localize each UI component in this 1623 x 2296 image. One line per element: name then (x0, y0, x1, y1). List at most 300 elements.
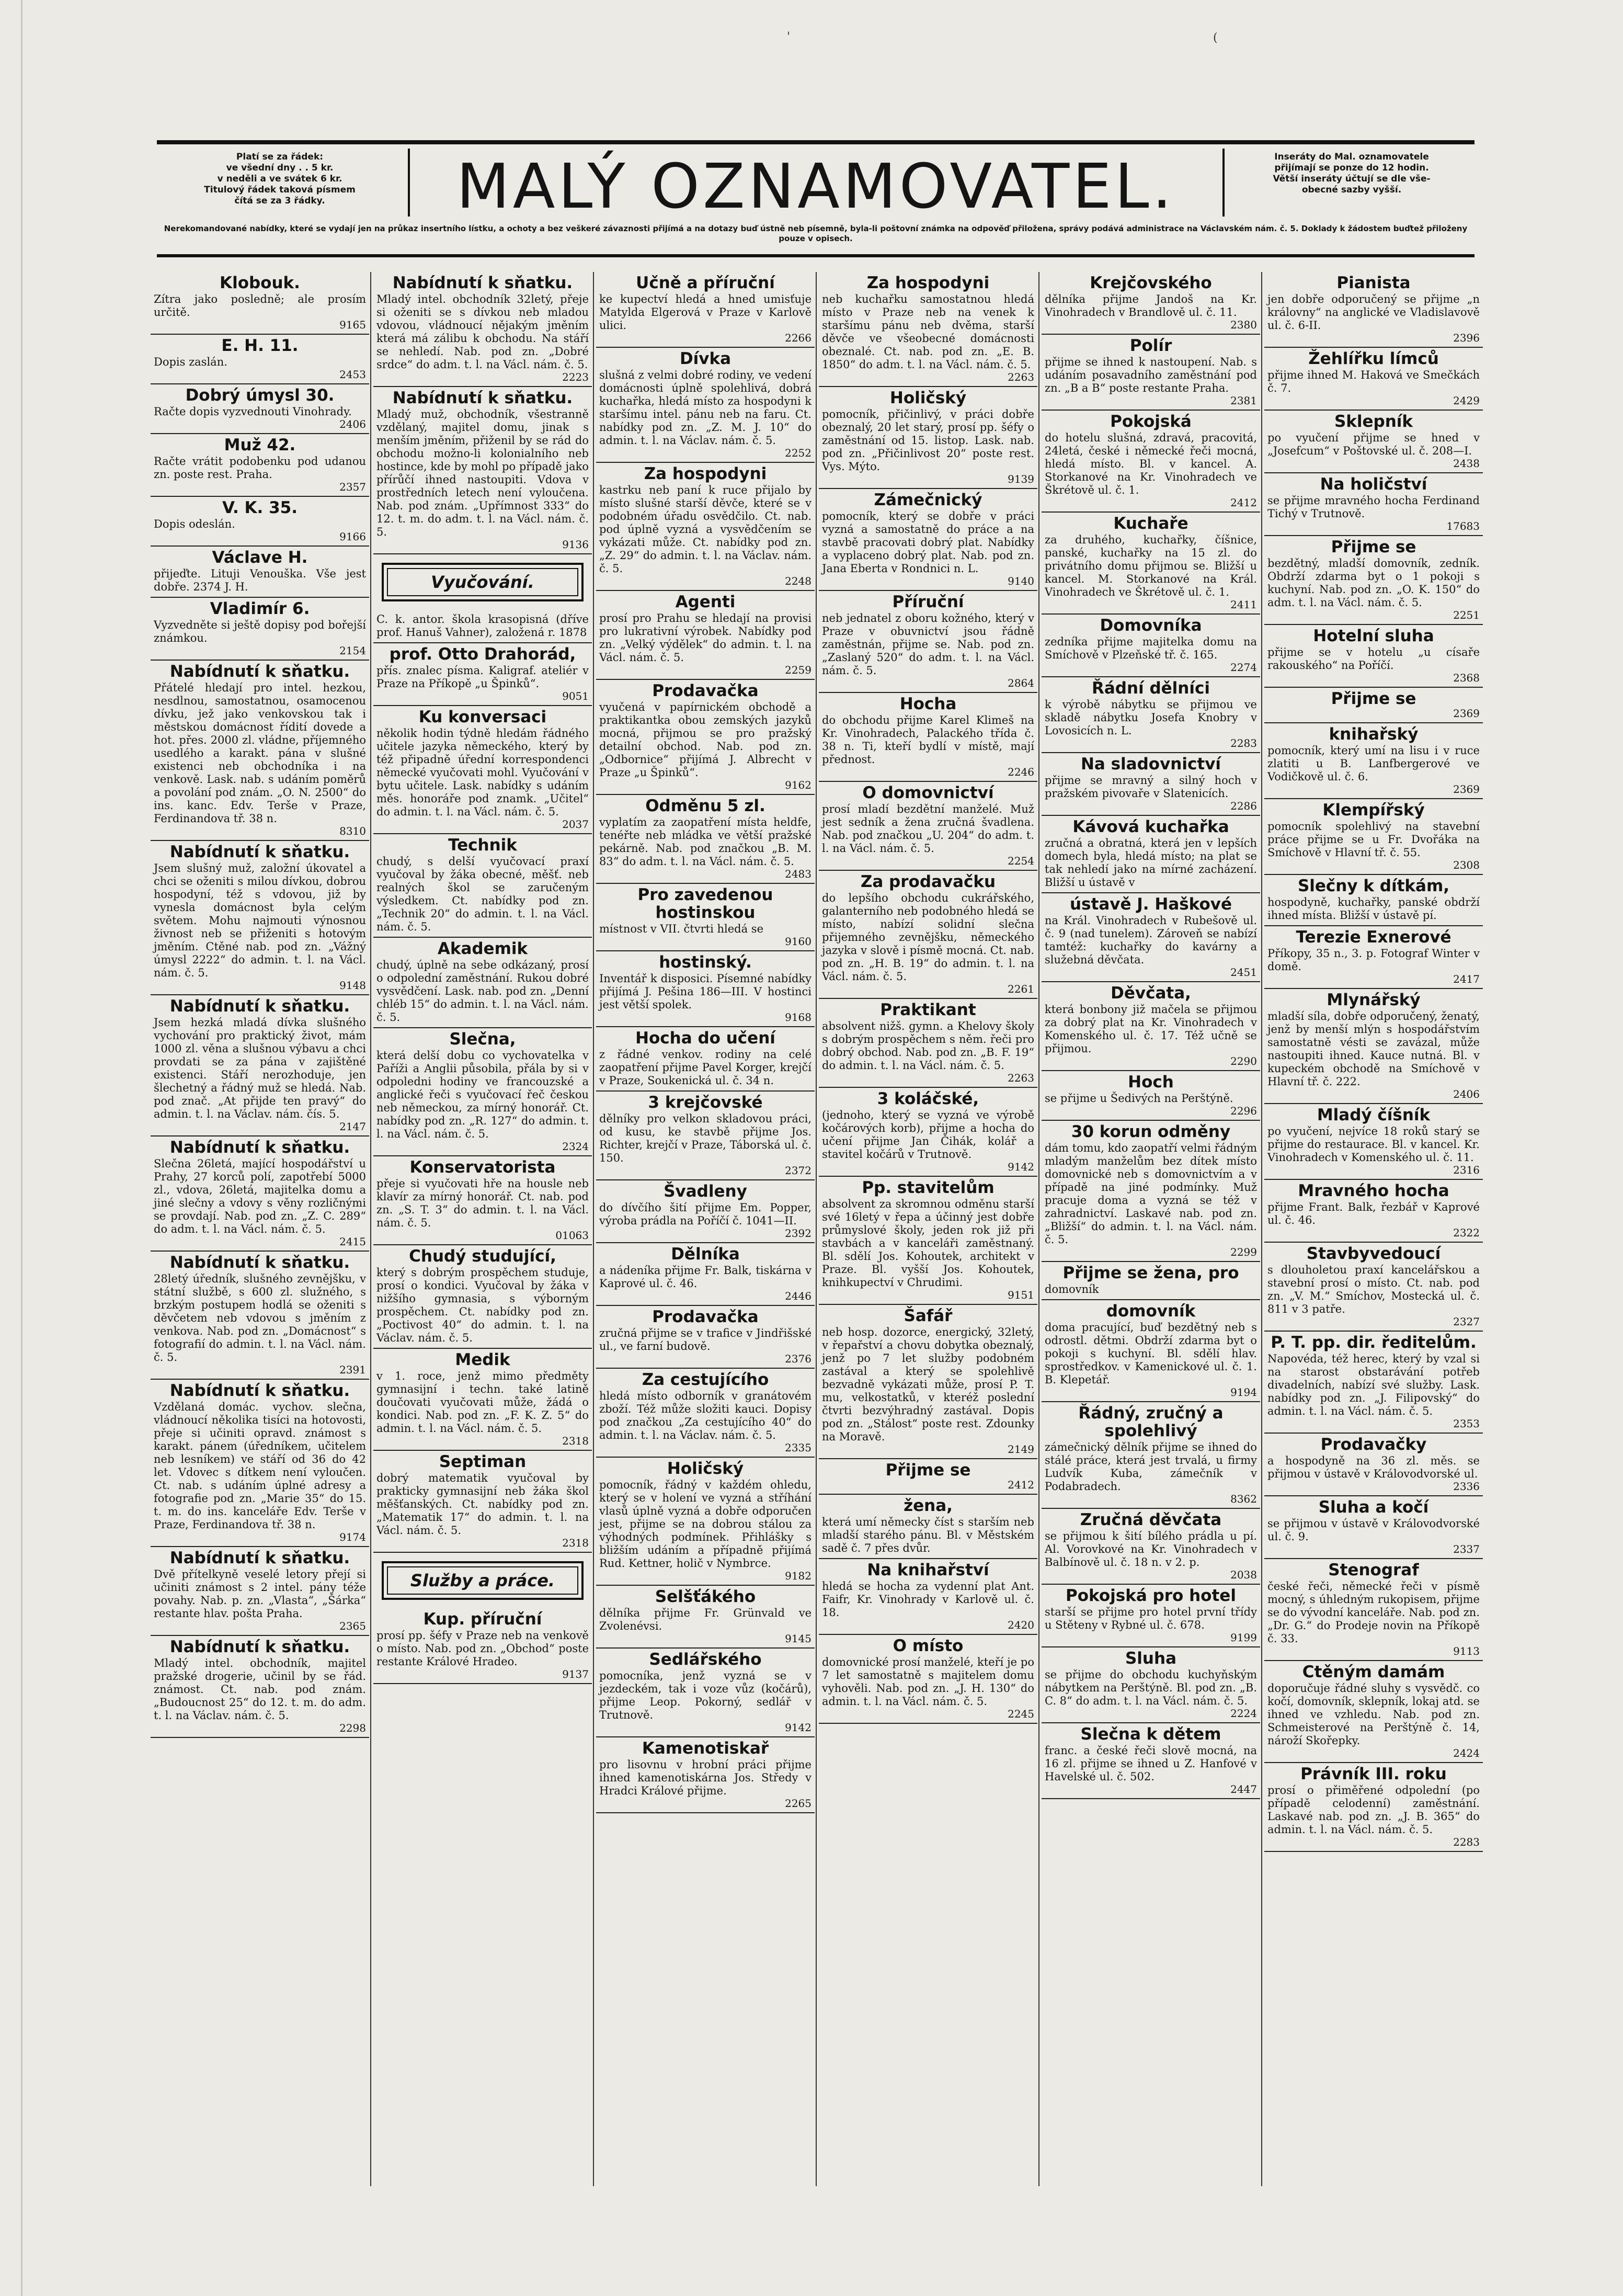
ad-heading: Hocha (899, 695, 957, 713)
ad-code: 2365 (339, 1620, 366, 1632)
ad-heading: Muž 42. (224, 436, 296, 454)
ad-code: 2263 (1008, 371, 1034, 383)
ad-heading: Hoch (1128, 1073, 1174, 1092)
classified-ad (819, 387, 1037, 489)
classified-ad (596, 463, 815, 591)
ad-code: 2266 (785, 332, 812, 344)
ad-text: franc. a české řeči slově mocná, na 16 zl. přijme se ihned u Z. Hanfové v Havelské ul. č. 502. (1045, 1744, 1257, 1783)
ad-heading: Nabídnutí k sňatku. (169, 1549, 350, 1567)
ad-heading: Přijme se (885, 1461, 971, 1480)
ad-text: prosí o přiměřené odpolední (po případě celodenní) zaměstnání. Laskavé nab. pod zn. „J. B. 365“ do admin. t. l. na Václ. nám. č. 5. (1267, 1784, 1480, 1836)
classified-ad (373, 706, 592, 834)
ad-text: pomocník, který umí na lisu i v ruce zlatiti u B. Lanfbergerové ve Vodičkově ul. č. 6. (1267, 744, 1480, 783)
classified-ad (373, 387, 592, 554)
ad-text: vyplatím za zaopatření místa heldfe, tenéřte neb mládka ve větší pražské pekárně. Nab. pod značkou „B. M. 83“ do adm. t. l. na Václ. nám. č. 5. (599, 816, 812, 868)
ad-code: 2357 (339, 481, 366, 493)
ad-code: 2263 (1008, 1072, 1034, 1084)
ad-text: která delší dobu co vychovatelka v Paříži a Anglii působila, přála by si v odpoledni hodiny ve francouzské a anglické řeči s vyučovací řeč českou neb německou, za mírný honorář. Ct. nabídky pod zn. „R. 127“ do admin. t. l. na Václ. nám. č. 5. (376, 1049, 589, 1140)
classified-ad (151, 384, 369, 434)
ad-text: chudý, s delší vyučovací praxí vyučoval by žáka obecné, měšť. neb realných škol se zaručeným výsledkem. Ct. nabídky pod zn. „Technik 20“ do admin. t. l. na Václ. nám. č. 5. (376, 855, 589, 933)
ad-code: 2337 (1453, 1543, 1480, 1555)
classified-ad (151, 598, 369, 661)
ad-heading: Příruční (892, 593, 964, 611)
ad-code: 2380 (1230, 319, 1257, 331)
ad-code: 2259 (785, 664, 812, 676)
classified-ad (1264, 1496, 1483, 1559)
ad-heading: Klempířský (1322, 801, 1425, 820)
ad-code: 2391 (339, 1363, 366, 1376)
ad-text: zručná přijme se v trafice v Jindřišské ul., ve farní budově. (599, 1327, 812, 1352)
ad-text: české řeči, německé řeči v písmě mocný, s úhledným rukopisem, přijme se do vývodní kanceláře. Nab. pod zn. „Dr. G.“ do Prodeje novin na Příkopě č. 33. (1267, 1580, 1480, 1645)
ad-text: zámečnický dělník přijme se ihned do stálé práce, která jest trvalá, u firmy Ludvík Kuba, zámečník v Podabradech. (1045, 1441, 1257, 1493)
ad-heading: Praktikant (880, 1001, 976, 1019)
classified-ad (1264, 1763, 1483, 1852)
ad-heading: Řádní dělníci (1091, 679, 1210, 698)
classified-ad (1264, 1104, 1483, 1180)
ad-text: se přijmou k šití bílého prádla u pí. Al. Vorovkové na Kr. Vinohradech v Balbínově ul. č. 18 n. v 2. p. (1045, 1530, 1257, 1568)
ad-text: Jsem hezká mladá dívka slušného vychování pro praktický život, mám 1000 zl. věna a slušnou výbavu a chci provdati se za pána v zajištěné existenci. Stáří nerozhoduje, jen šlechetný a řádný muž se hledá. Nab. pod znač. „At přijde ten pravý“ do admin. t. l. na Václav. nám. čís. 5. (154, 1016, 366, 1120)
ad-code: 9182 (785, 1570, 812, 1582)
ad-code: 9136 (562, 538, 589, 551)
ad-text: doporučuje řádné sluhy s vysvědč. co kočí, domovník, sklepník, lokaj atd. se ihned ve vzhledu. Nab. pod zn. Schmeisterové na Perštýně č. 14, nároží Skořepky. (1267, 1682, 1480, 1747)
classified-ad (151, 1547, 369, 1636)
classified-ad (596, 1243, 815, 1306)
ad-heading: Na holičství (1320, 475, 1427, 494)
ad-code: 2412 (1008, 1479, 1034, 1491)
ad-column (819, 272, 1037, 2186)
classified-ad (819, 272, 1037, 387)
ad-text: domovník (1045, 1283, 1099, 1295)
ad-heading: 3 krejčovské (648, 1093, 763, 1112)
ad-text: jen dobře odporučený se přijme „n královny“ na anglické ve Vladislavově ul. č. 6-II. (1267, 293, 1480, 332)
ad-text: mladší síla, dobře odporučený, ženatý, jenž by menší mlýn s hospodářstvím samostatně vésti se zavázal, může nastoupiti ihned. Kauce nutná. Bl. v kupeckém obchodě na Smíchově v Hlavní tř. č. 222. (1267, 1010, 1480, 1088)
classified-ad (1042, 1071, 1260, 1121)
ad-text: z řádné venkov. rodiny na celé zaopatření přijme Pavel Korger, krejčí v Praze, Soukenická ul. č. 34 n. (599, 1048, 812, 1087)
ad-heading: Děvčata, (1111, 984, 1191, 1003)
info-line: Větší inseráty účtují se dle vše- (1273, 174, 1431, 184)
classified-ad (596, 951, 815, 1027)
classified-ad (1264, 272, 1483, 348)
classified-ad (819, 591, 1037, 693)
ad-code: 2369 (1453, 707, 1480, 720)
ad-heading: Krejčovského (1090, 274, 1212, 292)
classified-ad (373, 834, 592, 938)
ad-code: 2274 (1230, 661, 1257, 674)
ad-heading: Mladý číšník (1317, 1106, 1431, 1124)
ad-heading: Klobouk. (220, 274, 300, 292)
ad-heading: Septiman (439, 1452, 527, 1471)
ad-heading: Prodavačka (652, 681, 759, 700)
section-heading: Služby a práce. (382, 1561, 584, 1600)
ad-heading: Hocha do učení (635, 1029, 775, 1048)
ad-heading: Šafář (904, 1306, 953, 1325)
classified-ad (596, 1458, 815, 1586)
ad-text: který s dobrým prospěchem studuje, prosí o kondici. Vyučoval by žáka v nižšího gymnasia, s výborným prospěchem. Ct. nabídky pod zn. „Poctivost 40“ do admin. t. l. na Václav. nám. č. 5. (376, 1266, 589, 1344)
classified-ad (151, 1380, 369, 1547)
ad-heading: Učně a příruční (636, 274, 775, 292)
ad-text: se přijme u Šedivých na Perštýně. (1045, 1092, 1233, 1105)
classified-ad (151, 547, 369, 598)
column-rule (370, 272, 371, 2186)
classified-ad (1264, 1559, 1483, 1661)
ad-heading: Mravného hocha (1298, 1181, 1449, 1200)
stray-mark: ( (1213, 31, 1218, 44)
ad-code: 2372 (785, 1164, 812, 1177)
classified-ad (1264, 926, 1483, 989)
classified-ad (596, 1306, 815, 1369)
ad-text: prosí mladí bezdětní manželé. Muž jest sedník a žena zručná švadlena. Nab. pod značkou „U. 204“ do adm. t. l. na Václ. nám. č. 5. (822, 803, 1034, 855)
ad-text: bezdětný, mladší domovník, zedník. Obdrží zdarma byt o 1 pokoji s kuchyní. Nab. pod zn. „O. K. 150“ do adm. t. l. na Václ. nám. č. 5. (1267, 557, 1480, 609)
classified-ad (1042, 1647, 1260, 1723)
classified-ad (1042, 1262, 1260, 1300)
ad-heading: Slečna k dětem (1080, 1725, 1221, 1744)
classified-ad (1264, 1243, 1483, 1332)
classified-ad (1042, 272, 1260, 335)
classified-ad (1264, 348, 1483, 411)
ad-code: 2447 (1230, 1783, 1257, 1795)
classified-ad (1042, 513, 1260, 615)
ad-code: 2392 (785, 1227, 812, 1240)
classified-ad (1264, 1332, 1483, 1434)
classified-ad (819, 693, 1037, 782)
ad-code: 2446 (785, 1290, 812, 1302)
ad-heading: Odměnu 5 zl. (645, 797, 765, 815)
ad-heading: Sedlářského (649, 1650, 762, 1669)
ad-code: 9194 (1230, 1386, 1257, 1399)
ad-text: a nádeníka přijme Fr. Balk, tiskárna v Kaprové ul. č. 46. (599, 1264, 812, 1290)
classified-ad (1042, 1585, 1260, 1647)
ad-text: pomocník spolehlivý na stavební práce přijme se u Fr. Dvořáka na Smíchově v Hlavní tř. č. 55. (1267, 820, 1480, 859)
ad-text: Vzdělaná domác. vychov. slečna, vládnoucí několika tisíci na hotovosti, přeje si učiniti opravd. známost s karakt. pánem (úředníkem, učitelem neb lesníkem) ve stáří od 36 do 42 let. Vdovec s dítkem není vyloučen. Ct. nab. s udáním úplné adresy a fotografie pod zn. „Marie 35“ do 15. t. m. do ins. kanceláře Edv. Terše v Praze, Ferdinandova tř. 38 n. (154, 1401, 366, 1531)
page-title: MALÝ OZNAMOVATEL. (456, 150, 1175, 222)
ad-heading: Václave H. (212, 548, 308, 567)
ad-code: 2406 (339, 418, 366, 430)
ad-text: ke kupectví hledá a hned umisťuje Matylda Elgerová v Praze v Karlově ulici. (599, 293, 812, 332)
ad-heading: 30 korun odměny (1071, 1122, 1231, 1141)
ad-text: Mladý intel. obchodník, majitel pražské drogerie, učinil by se řád. známost. Ct. nab. pod znám. „Budoucnost 25“ do 12. t. m. do adm. t. l. na Václav. nám. č. 5. (154, 1657, 366, 1722)
ad-heading: Ku konversaci (418, 708, 547, 726)
ad-code: 9145 (785, 1632, 812, 1645)
ad-text: zedníka přijme majitelka domu na Smíchově v Plzeňské tř. č. 165. (1045, 635, 1257, 661)
ad-code: 2308 (1453, 859, 1480, 871)
classified-ad (373, 643, 592, 706)
ad-text: prosí pro Prahu se hledají na provisi pro lukrativní výrobek. Nabídky pod zn. „Velký výdělek“ do admin. t. l. na Václ. nám. č. 5. (599, 612, 812, 664)
ad-text: přijme se ihned k nastoupení. Nab. s udáním posavadního zaměstnání pod zn. „B a B“ poste restante Praha. (1045, 356, 1257, 394)
ad-heading: Sklepník (1334, 412, 1413, 431)
classified-ad (373, 610, 592, 643)
ad-code: 9142 (785, 1721, 812, 1734)
classified-ad (373, 1028, 592, 1156)
ad-code: 9165 (339, 319, 366, 331)
pricing-line: v neděli a ve svátek 6 kr. (217, 174, 342, 184)
ad-text: za druhého, kuchařky, číšnice, panské, kuchařky na 15 zl. do privátního domu přijmou se. Bližší u kancel. M. Storkanové na Král. Vinohradech ve Škrétově ul. č. 1. (1045, 533, 1257, 598)
ad-code: 2283 (1453, 1836, 1480, 1848)
divider (1222, 149, 1225, 217)
ad-code: 2290 (1230, 1055, 1257, 1067)
ad-code: 2353 (1453, 1417, 1480, 1430)
ad-heading: Stavbyvedoucí (1306, 1244, 1441, 1263)
ad-code: 8362 (1230, 1493, 1257, 1505)
classified-ad (819, 782, 1037, 871)
ad-text: na Král. Vinohradech v Rubešově ul. č. 9 (nad tunelem). Zároveň se nabízí tamtéž: kuchařky do kavárny a služebná děvčata. (1045, 914, 1257, 966)
ad-heading: Nabídnutí k sňatku. (169, 1381, 350, 1400)
ad-heading: Nabídnutí k sňatku. (392, 274, 573, 292)
ad-text: dobrý matematik vyučoval by prakticky gymnasijní neb žáka škol měšťanských. Ct. nabídky pod zn. „Matematik 17“ do admin. t. l. na Václ. nám. č. 5. (376, 1472, 589, 1537)
ad-text: absolvent za skromnou odměnu starší své 16letý v řepa a účinný jest dobře průmyslové školy, jeden rok již při stavbách a v kanceláři zaměstnaný. Bl. sdělí Jos. Kohoutek, architekt v Praze. Bl. vyšší Jos. Kohoutek, knihkupectví v Chrudimi. (822, 1198, 1034, 1289)
ad-code: 9148 (339, 979, 366, 992)
ad-heading: Nabídnutí k sňatku. (169, 1253, 350, 1272)
ad-heading: Za cestujícího (642, 1370, 769, 1389)
ad-code: 2252 (785, 447, 812, 459)
info-line: přijímají se ponze do 12 hodin. (1274, 163, 1429, 173)
ad-text: pomocník, řádný v každém ohledu, který se v holení ve vyzná a stříhání vlasů úplně vyzná a dobře odporučen jest, přijme se na dobrou stálou za výhodných podmínek. Přihlášky s bližším udáním a případně přijímá Rud. Kettner, holič v Nymbrce. (599, 1479, 812, 1570)
ad-text: několik hodin týdně hledám řádného učitele jazyka německého, který by též připadně úřední korrespondenci německé vyučovati mohl. Vyučování v bytu učitele. Lask. nabídky s udáním měs. honoráře pod znamk. „Učitel“ do admin. t. l. na Václ. nám. č. 5. (376, 727, 589, 818)
ad-heading: Právník III. roku (1300, 1765, 1447, 1783)
info-line: obecné sazby vyšší. (1301, 185, 1402, 195)
ads-columns (151, 272, 1489, 2186)
classified-ad (596, 1092, 815, 1180)
classified-ad (373, 272, 592, 387)
ad-text: po vyučení, nejvíce 18 roků starý se přijme do restaurace. Bl. v kancel. Kr. Vinohradech v Komenského ul. č. 11. (1267, 1125, 1480, 1164)
column-rule (593, 272, 594, 2186)
ad-text: Dopis zaslán. (154, 356, 227, 368)
ad-text: po vyučení přijme se hned v „Josefcum“ v Poštovské ul. č. 208—I. (1267, 431, 1480, 457)
ad-text: Mladý muž, obchodník, všestranně vzdělaný, majitel domu, jinak s menším jměním, přiženil by se rád do obchodu možno-li kolonialního neb hostince, kde by mohl po případě jako přírůčí ihned nastoupiti. Vdova v prostředních letech není vyloučena. Nab. pod znám. „Upřímnost 333“ do 12. t. m. do adm. t. l. na Václ. nám. č. 5. (376, 408, 589, 538)
classified-ad (151, 841, 369, 995)
ad-heading: hostinský. (659, 953, 752, 972)
classified-ad (1264, 1661, 1483, 1763)
column-rule (1261, 272, 1262, 2186)
ad-heading: Za hospodyni (644, 464, 767, 483)
ad-heading: Nabídnutí k sňatku. (169, 1638, 350, 1656)
ad-heading: Pp. stavitelům (862, 1178, 995, 1197)
classified-ad (819, 871, 1037, 999)
pricing-box (157, 152, 403, 207)
ad-text: místnost v VII. čtvrti hledá se (599, 923, 763, 935)
classified-ad (596, 272, 815, 348)
ad-text: Napovéda, též herec, který by vzal si na starost obstarávání potřeb divadelních, nabízí své služby. Lask. nabídky pod zn. „J. Filipovský“ do admin. t. l. na Václ. nám. č. 5. (1267, 1352, 1480, 1417)
ad-column (151, 272, 369, 2186)
ad-code: 2154 (339, 644, 366, 657)
ad-heading: Pianista (1336, 274, 1411, 292)
ad-code: 9162 (785, 779, 812, 791)
classified-ad (1264, 625, 1483, 688)
ad-code: 2327 (1453, 1315, 1480, 1328)
ad-heading: Holičský (667, 1459, 744, 1478)
ad-heading: ústavě J. Haškové (1069, 895, 1232, 914)
ad-heading: Ctěným damám (1302, 1663, 1445, 1681)
classified-ad (819, 1177, 1037, 1305)
ad-text: dělníka přijme Fr. Grünvald ve Zvolenévsi. (599, 1607, 812, 1632)
ad-heading: Dělníka (671, 1245, 740, 1264)
classified-ad (596, 884, 815, 951)
ad-code: 2037 (562, 818, 589, 831)
ad-column (373, 272, 592, 2186)
ad-heading: Dívka (679, 349, 732, 368)
ad-heading: Konservatorista (409, 1158, 556, 1177)
classified-ad (373, 938, 592, 1028)
ad-code: 2299 (1230, 1246, 1257, 1258)
classified-ad (1264, 536, 1483, 625)
ad-heading: Slečny k dítkám, (1297, 877, 1450, 895)
ad-text: prosí pp. šéfy v Praze neb na venkově o místo. Nab. pod zn. „Obchod“ poste restante Králové Hradeo. (376, 1629, 589, 1668)
ad-text: Příkopy, 35 n., 3. p. Fotograf Winter v domě. (1267, 947, 1480, 973)
ad-code: 2147 (339, 1120, 366, 1133)
ad-text: přijme Frant. Balk, řezbář v Kaprové ul. č. 46. (1267, 1201, 1480, 1226)
ad-heading: O místo (893, 1636, 964, 1655)
ad-code: 2265 (785, 1797, 812, 1810)
classified-ad (596, 348, 815, 463)
ad-heading: Technik (448, 836, 517, 855)
ad-text: přeje si vyučovati hře na housle neb klavír za mírný honorář. Ct. nab. pod zn. „S. T. 3“ do admin. t. l. na Václ. nám. č. 5. (376, 1177, 589, 1229)
ad-heading: Přijme se žena, pro (1062, 1264, 1239, 1282)
ad-text: dělníka přijme Jandoš na Kr. Vinohradech v Brandlově ul. č. 11. (1045, 293, 1257, 319)
classified-ad (1042, 982, 1260, 1071)
ad-code: 2149 (1008, 1443, 1034, 1456)
ad-text: do obchodu přijme Karel Klimeš na Kr. Vinohradech, Palackého třída č. 38 n. Ti, kteří bydlí v místě, mají přednost. (822, 714, 1034, 766)
ad-heading: Medik (455, 1350, 510, 1369)
ad-heading: Prodavačky (1320, 1435, 1427, 1454)
ad-code: 2335 (785, 1441, 812, 1454)
ad-code: 2415 (339, 1235, 366, 1248)
ad-text: se přijmou v ústavě v Královodvorské ul. č. 9. (1267, 1517, 1480, 1543)
classified-ad (819, 1635, 1037, 1724)
ad-code: 2451 (1230, 966, 1257, 979)
ad-text: dám tomu, kdo zaopatří velmi řádným mladým manželům bez dítek místo domovnické neb s domovnictvím a v případě na jiné podmínky. Muž pracuje doma a vyzná se též v zahradnictví. Laskavé nab. pod zn. „Bližší“ do admin. t. l. na Václ. nám. č. 5. (1045, 1142, 1257, 1246)
ad-text: zručná a obratná, která jen v lepších domech byla, hledá místo; na plat se tak nehledí jako na mírné zacházení. Bližší u ústavě v (1045, 837, 1257, 889)
ad-code: 01063 (555, 1229, 589, 1242)
ad-text: starší se přijme pro hotel první třídy u Stěteny v Rybné ul. č. 678. (1045, 1606, 1257, 1631)
classified-ad (151, 1636, 369, 1738)
ad-text: neb kuchařku samostatnou hledá místo v Praze neb na venek k staršímu pánu neb dvěma, starší děvče ve všeobecné domácnosti obeznalé. Ct. nab. pod zn. „E. B. 1850“ do adm. t. l. na Václ. nám. č. 5. (822, 293, 1034, 371)
ad-code: 2396 (1453, 332, 1480, 344)
ad-text: Račte dopis vyzvednouti Vinohrady. (154, 405, 352, 418)
ad-column (1264, 272, 1483, 2186)
ad-code: 2376 (785, 1352, 812, 1365)
ad-heading: Sluha (1125, 1649, 1176, 1668)
ad-heading: E. H. 11. (221, 336, 299, 355)
ad-text: Přátelé hledají pro intel. hezkou, nesdlnou, samostatnou, osamocenou dívku, jež jako venkovskou tak i městskou domácnost řídití dovede a hot. přes. 2000 zl. vládne, příjemného usedlého a karakt. pána v slušné existenci neb obchodníka i na venkově. Lask. nab. s udáním poměrů a povolání pod znám. „O. N. 2500“ do ins. kanc. Edv. Terše v Praze, Ferdinandova tř. 38 n. (154, 681, 366, 825)
ad-heading: Zámečnický (874, 491, 982, 509)
classified-ad (1042, 1723, 1260, 1799)
ad-code: 2453 (339, 368, 366, 381)
classified-ad (1042, 677, 1260, 753)
classified-ad (1264, 875, 1483, 926)
ad-heading: žena, (904, 1496, 953, 1515)
ad-heading: Nabídnutí k sňatku. (169, 997, 350, 1016)
ad-code: 2429 (1453, 394, 1480, 407)
ad-heading: Zručná děvčata (1080, 1510, 1222, 1529)
classified-ad (1042, 893, 1260, 982)
classified-ad (373, 1451, 592, 1553)
ad-code: 9113 (1453, 1645, 1480, 1657)
classified-ad (1042, 1121, 1260, 1262)
classified-ad (1042, 335, 1260, 411)
ad-heading: Řádný, zručný a spolehlivý (1078, 1404, 1224, 1440)
ad-heading: Akademik (437, 939, 528, 958)
ad-heading: Pokojská (1110, 412, 1192, 431)
ad-code: 8310 (339, 825, 366, 837)
insert-info-box (1229, 152, 1475, 196)
ad-heading: knihařský (1329, 725, 1419, 744)
ad-text: Vyzvedněte si ještě dopisy pod bořejší známkou. (154, 619, 366, 644)
ad-code: 2438 (1453, 457, 1480, 470)
classified-ad (373, 1608, 592, 1684)
ad-heading: Kup. příruční (423, 1610, 542, 1629)
classified-ad (596, 1649, 815, 1737)
classified-ad (1264, 473, 1483, 536)
ad-heading: Domovníka (1100, 616, 1202, 635)
ad-text: Zítra jako posledně; ale prosím určitě. (154, 293, 366, 319)
ad-code: 2316 (1453, 1164, 1480, 1176)
ad-heading: Slečna, (449, 1030, 516, 1049)
ad-code: 2251 (1453, 609, 1480, 621)
ad-heading: Nabídnutí k sňatku. (169, 843, 350, 861)
ad-heading: Selšťákého (655, 1587, 756, 1606)
ad-code: 2261 (1008, 983, 1034, 995)
classified-ad (1264, 411, 1483, 473)
ad-code: 2248 (785, 575, 812, 587)
classified-ad (596, 680, 815, 795)
ad-text: Slečna 26letá, mající hospodářství u Prahy, 27 korců polí, zapotřebí 5000 zl., vdova, 26letá, majitelka domu a jiné slečny a vdovy s věny rozličnými se provdají. Nab. pod zn. „Z. C. 289“ do adm. t. l. na Václ. nám. č. 5. (154, 1157, 366, 1235)
ad-code: 2424 (1453, 1747, 1480, 1759)
classified-ad (819, 1559, 1037, 1635)
classified-ad (819, 489, 1037, 591)
ad-text: 28letý úředník, slušného zevnějšku, v státní službě, s 600 zl. služného, s brzkým postupem hodlá se oženiti s děvčetem neb vdovou s jměním z venkova. Nab. pod zn. „Domácnost“ s fotografií do admin. t. l. na Václ. nám. č. 5. (154, 1272, 366, 1363)
classified-ad (151, 497, 369, 547)
ad-text: přijme se mravný a silný hoch v pražském pivovaře v Slatenicích. (1045, 774, 1257, 800)
scan-edge (21, 0, 22, 2296)
ad-code: 2296 (1230, 1105, 1257, 1117)
ad-heading: Dobrý úmysl 30. (185, 386, 335, 405)
ad-heading: Švadleny (664, 1182, 747, 1201)
ad-code: 9140 (1008, 575, 1034, 587)
ad-text: Jsem slušný muž, založní úkovatel a chci se oženiti s milou dívkou, dobrou hospodyní, též s vdovou, již by vynesla domácnost byla celým světem. Mohu najmouti výnosnou živnost neb se přiženiti s hotovým jměním. Ctěné nab. pod zn. „Vážný úmysl 2222“ do admin. t. l. na Václ. nám. č. 5. (154, 862, 366, 979)
classified-ad (1264, 688, 1483, 723)
ad-heading: Pokojská pro hotel (1066, 1586, 1236, 1605)
ad-code: 2406 (1453, 1088, 1480, 1100)
ad-code: 9137 (562, 1668, 589, 1680)
stray-mark: ' (787, 30, 791, 43)
classified-ad (1042, 753, 1260, 816)
ad-text: kastrku neb paní k ruce přijalo by místo slušné starší děvče, které se v podobném úřadu osvědčilo. Ct. nab. pod úplně vyzná a vysvědčením se vykázati může. Ct. nabídky pod zn. „Z. 29“ do admin. t. l. na Václav. nám. č. 5. (599, 484, 812, 575)
ad-text: k výrobě nábytku se přijmou ve skladě nábytku Josefa Knobry v Lovosicích n. L. (1045, 698, 1257, 737)
classified-ad (1042, 1300, 1260, 1402)
column-rule (816, 272, 817, 2186)
ad-code: 2483 (785, 868, 812, 880)
ad-code: 17683 (1446, 520, 1480, 532)
classified-ad (1264, 1434, 1483, 1496)
ad-heading: Přijme se (1331, 689, 1416, 708)
classified-ad (151, 1136, 369, 1252)
classified-ad (1042, 615, 1260, 677)
ad-heading: domovník (1106, 1302, 1196, 1321)
ad-code: 2318 (562, 1537, 589, 1549)
ad-code: 2381 (1230, 394, 1257, 407)
classified-ad (151, 1252, 369, 1380)
ad-text: která umí německy číst s starším neb mladší starého pánu. Bl. v Městském sadě č. 7 přes dvůr. (822, 1516, 1034, 1554)
ad-text: neb jednatel z oboru kožného, který v Praze v obuvnictví jsou řádně zaměstnán, přijme se. Nab. pod zn. „Zaslaný 520“ do adm. t. l. na Václ. nám. č. 5. (822, 612, 1034, 677)
ad-text: se přijme mravného hocha Ferdinand Tichý v Trutnově. (1267, 494, 1480, 520)
classified-ad (596, 1586, 815, 1649)
classified-ad (1264, 989, 1483, 1104)
ad-heading: Nabídnutí k sňatku. (169, 662, 350, 681)
ad-column (1042, 272, 1260, 2186)
ad-heading: prof. Otto Drahorád, (389, 645, 576, 664)
ad-heading: Mlynářský (1327, 991, 1421, 1009)
classified-ad (151, 995, 369, 1136)
ad-heading: Žehlířku límců (1308, 349, 1439, 368)
